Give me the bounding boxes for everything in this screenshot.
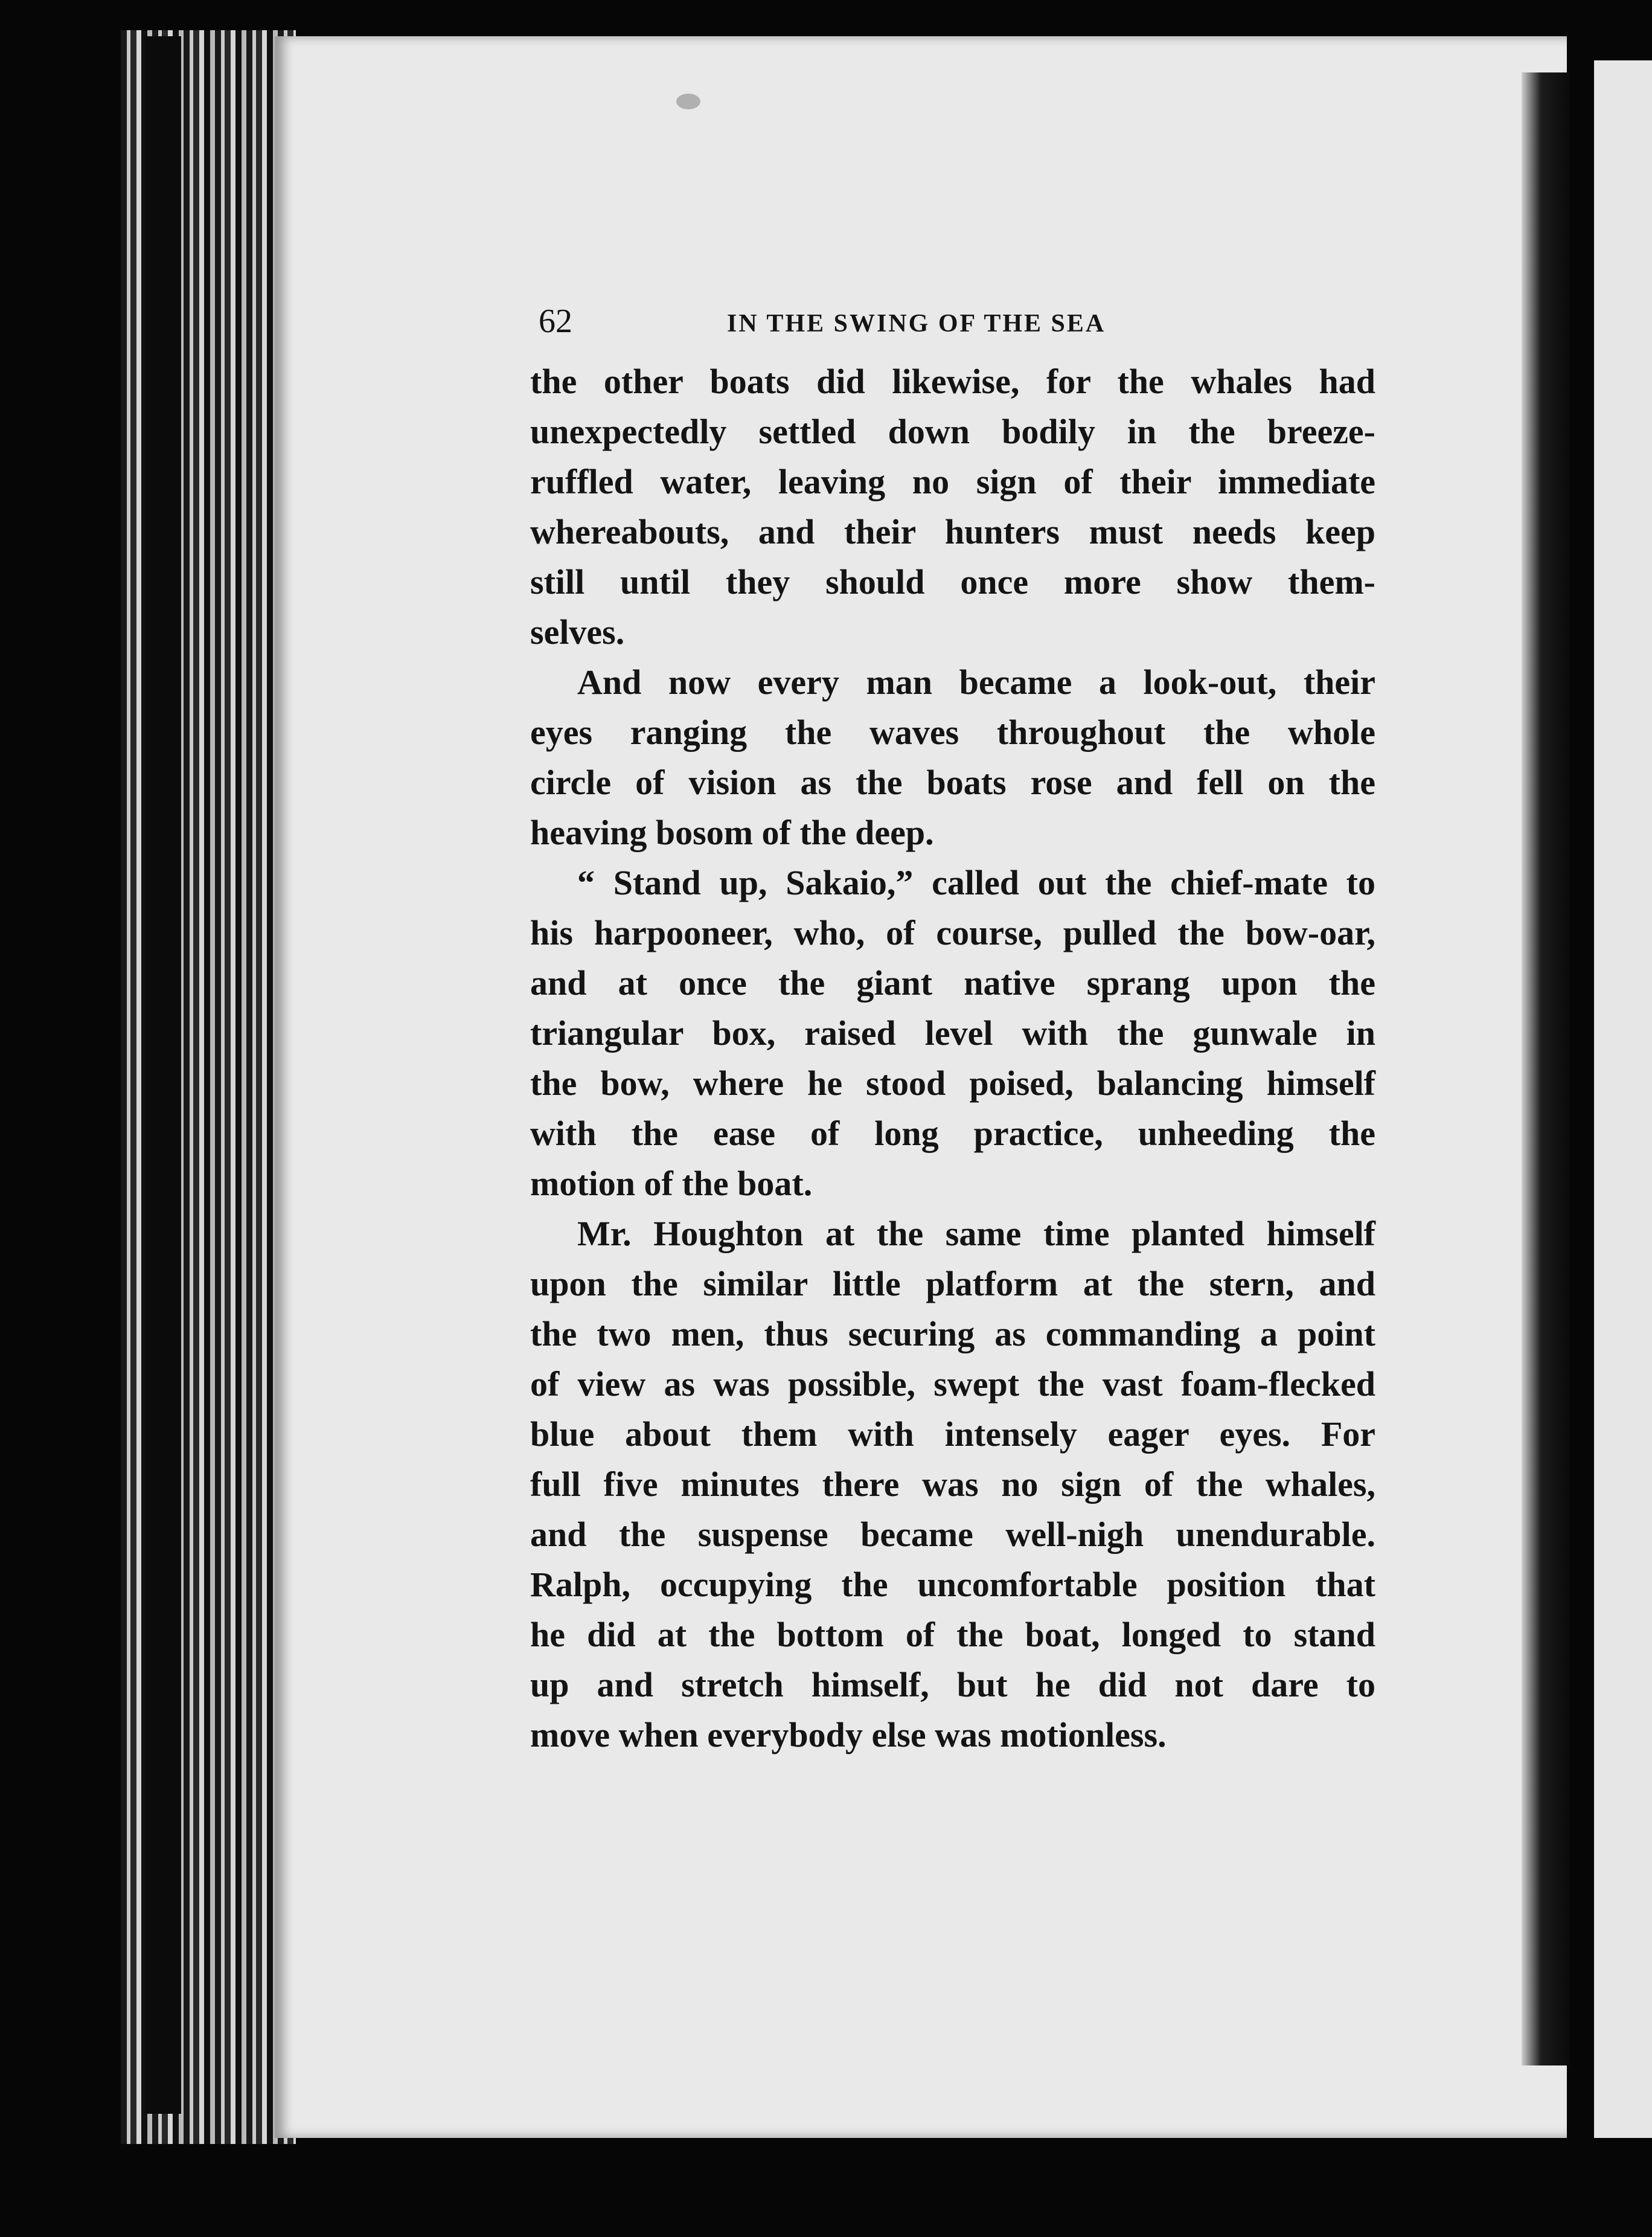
text-line: move when everybody else was motionless. [530, 1715, 1167, 1754]
running-head [530, 302, 1375, 356]
text-line: triangular box, raised level with the gunwale in [530, 1013, 1375, 1053]
text-line: up and stretch himself, but he did not dare to [530, 1665, 1375, 1704]
text-line: and at once the giant native sprang upon the [530, 963, 1375, 1003]
text-line: his harpooneer, who, of course, pulled the bow-oar, [530, 913, 1375, 952]
text-line: still until they should once more show them- [530, 562, 1375, 602]
text-line: upon the similar little platform at the stern, and [530, 1264, 1375, 1303]
text-line: Ralph, occupying the uncomfortable position that [530, 1565, 1375, 1604]
text-line: the bow, where he stood poised, balancing himself [530, 1064, 1375, 1103]
text-line: and the suspense became well-nigh unendurable. [530, 1515, 1375, 1554]
text-line: full five minutes there was no sign of the whales, [530, 1465, 1375, 1504]
text-block [530, 302, 1375, 1760]
page-gutter-shadow [1522, 72, 1570, 2065]
text-line: blue about them with intensely eager eyes. For [530, 1414, 1375, 1454]
running-head-title: IN THE SWING OF THE SEA [727, 310, 1106, 338]
text-line: ruffled water, leaving no sign of their immediate [530, 462, 1375, 501]
text-line: And now every man became a look-out, their [577, 663, 1375, 702]
text-line: Mr. Houghton at the same time planted himself [577, 1214, 1375, 1253]
page-number: 62 [539, 303, 572, 340]
text-line: heaving bosom of the deep. [530, 813, 934, 852]
text-line: selves. [530, 612, 625, 652]
text-line: unexpectedly settled down bodily in the breeze- [530, 412, 1375, 451]
body-text [530, 356, 1375, 1760]
text-line: “ Stand up, Sakaio,” called out the chief-mate to [577, 863, 1375, 902]
binding-shadow [145, 36, 181, 2114]
text-line: with the ease of long practice, unheeding the [530, 1114, 1375, 1153]
text-line: the other boats did likewise, for the whales had [530, 362, 1375, 401]
text-line: eyes ranging the waves throughout the whole [530, 713, 1375, 752]
text-line: whereabouts, and their hunters must needs keep [530, 512, 1375, 551]
text-line: motion of the boat. [530, 1164, 813, 1203]
next-page-sliver [1594, 60, 1652, 2138]
ink-smudge [676, 94, 700, 109]
text-line: he did at the bottom of the boat, longed to stand [530, 1615, 1375, 1654]
text-line: the two men, thus securing as commanding a point [530, 1314, 1375, 1353]
text-line: circle of vision as the boats rose and fell on the [530, 763, 1375, 802]
text-line: of view as was possible, swept the vast foam-flecked [530, 1364, 1375, 1404]
